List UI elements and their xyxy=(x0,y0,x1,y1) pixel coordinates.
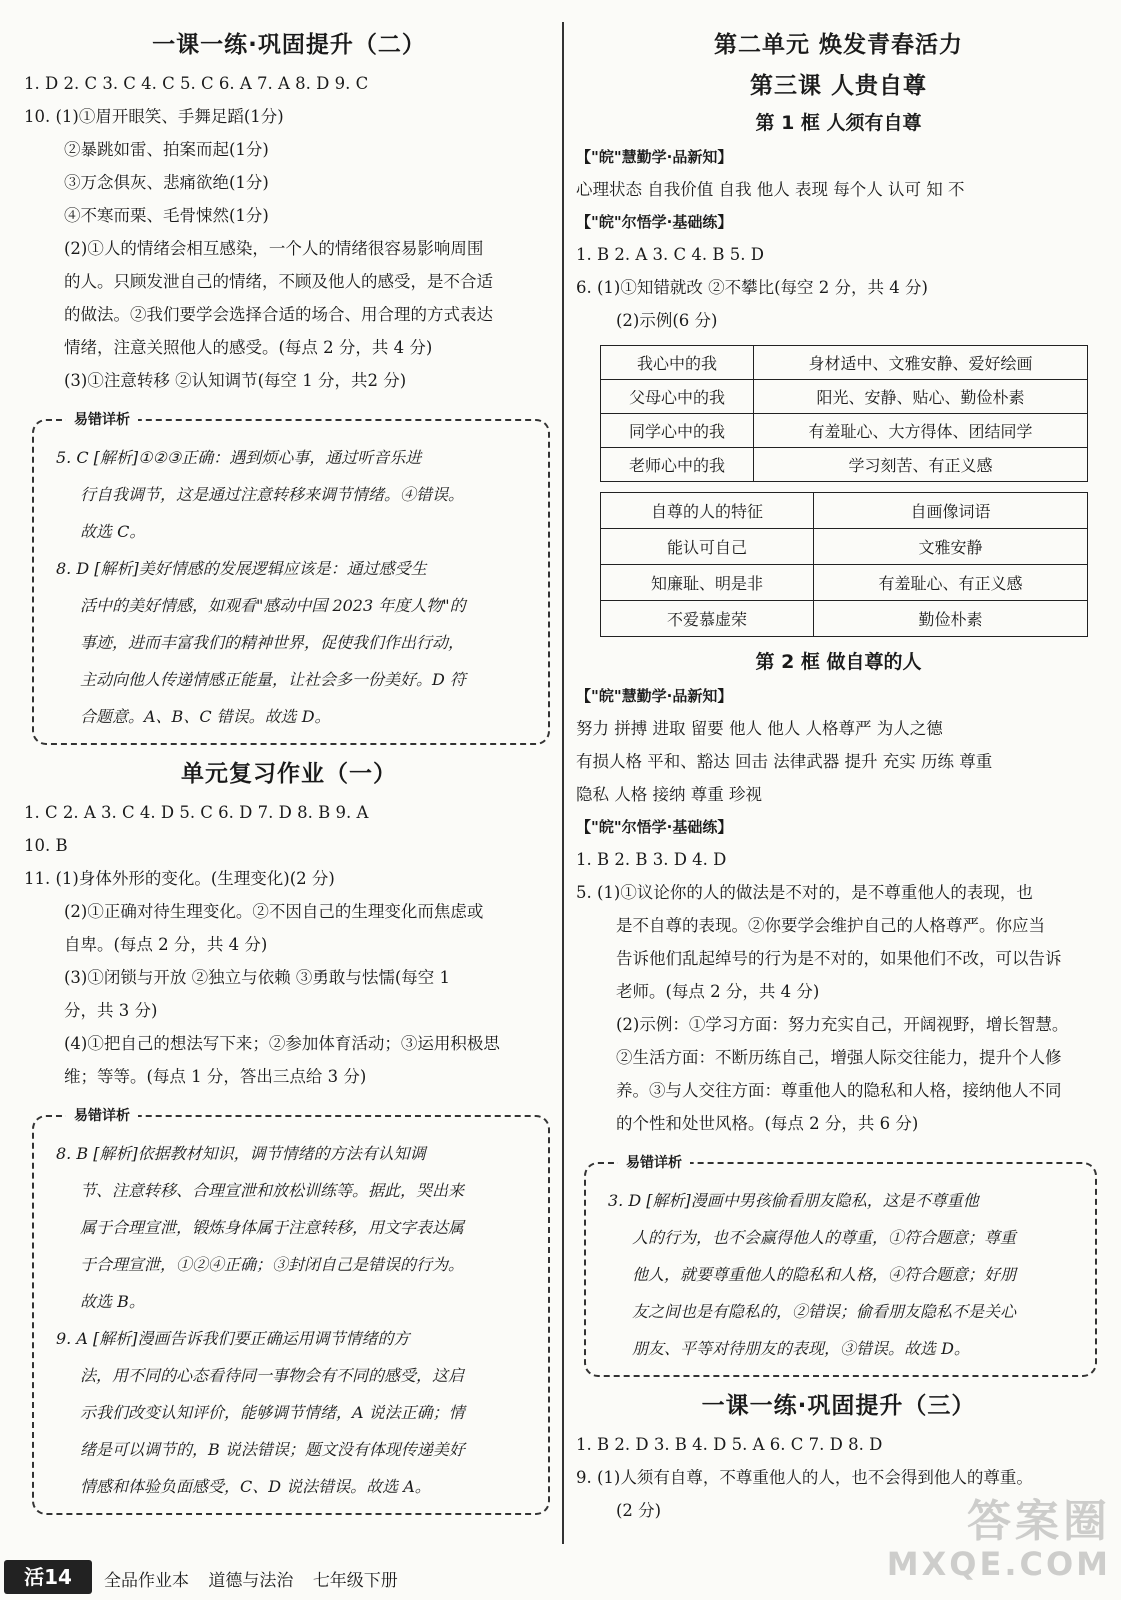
analysis-line: 事迹，进而丰富我们的精神世界，促使我们作出行动， xyxy=(80,633,465,652)
table-cell: 勤俭朴素 xyxy=(814,601,1088,637)
analysis-line: 朋友、平等对待朋友的表现，③错误。故选 D。 xyxy=(632,1339,970,1358)
section-title: 一课一练·巩固提升（三） xyxy=(701,1393,976,1419)
analysis-line: 故选 C。 xyxy=(80,522,146,541)
subject-name: 道德与法治 xyxy=(208,1571,294,1591)
analysis-line: 于合理宣泄，①②④正确；③封闭自己是错误的行为。 xyxy=(80,1255,465,1274)
answer-line: 1. C 2. A 3. C 4. D 5. C 6. D 7. D 8. B 9. A xyxy=(24,803,369,822)
self-respect-traits-table xyxy=(600,492,1088,637)
answer-line: (3)①注意转移 ②认知调节(每空 1 分，共2 分) xyxy=(64,371,407,390)
table-cell: 知廉耻、明是非 xyxy=(601,565,814,601)
table-cell: 父母心中的我 xyxy=(601,380,754,414)
answer-line: 的人。只顾发泄自己的情绪，不顾及他人的感受，是不合适 xyxy=(64,272,493,291)
answer-line: 11. (1)身体外形的变化。(生理变化)(2 分) xyxy=(24,869,335,888)
section-tag: 【"皖"慧勤学·品新知】 xyxy=(576,687,733,705)
section-title: 单元复习作业（一） xyxy=(181,761,397,787)
answer-line: 自卑。(每点 2 分，共 4 分) xyxy=(64,935,268,954)
table-row xyxy=(601,380,1088,414)
table-row xyxy=(601,346,1088,380)
answer-line: 1. B 2. A 3. C 4. B 5. D xyxy=(576,245,764,264)
answer-line: 有损人格 平和、豁达 回击 法律武器 提升 充实 历练 尊重 xyxy=(576,752,993,771)
table-row xyxy=(601,414,1088,448)
table-row xyxy=(601,493,1088,529)
table-cell: 我心中的我 xyxy=(601,346,754,380)
analysis-line: 情感和体验负面感受，C、D 说法错误。故选 A。 xyxy=(80,1477,431,1496)
lesson-title: 第三课 人贵自尊 xyxy=(749,73,927,99)
analysis-line: 3. D [解析]漫画中男孩偷看朋友隐私，这是不尊重他 xyxy=(608,1191,979,1210)
table-cell: 同学心中的我 xyxy=(601,414,754,448)
left-column xyxy=(24,22,554,1525)
table-row xyxy=(601,565,1088,601)
answer-line: 告诉他们乱起绰号的行为是不对的，如果他们不改，可以告诉 xyxy=(616,949,1062,968)
analysis-line: 他人，就要尊重他人的隐私和人格，④符合题意；好朋 xyxy=(632,1265,1017,1284)
table-cell: 文雅安静 xyxy=(814,529,1088,565)
table-cell: 身材适中、文雅安静、爱好绘画 xyxy=(754,346,1088,380)
analysis-line: 活中的美好情感，如观看"感动中国 2023 年度人物"的 xyxy=(80,596,466,615)
answer-line: (2)示例(6 分) xyxy=(616,311,718,330)
answer-line: ④不寒而栗、毛骨悚然(1分) xyxy=(64,206,269,225)
table-cell: 有羞耻心、大方得体、团结同学 xyxy=(754,414,1088,448)
page-footer xyxy=(0,1560,1121,1600)
answer-line: 分，共 3 分) xyxy=(64,1001,158,1020)
analysis-line: 故选 B。 xyxy=(80,1292,145,1311)
analysis-line: 友之间也是有隐私的，②错误；偷看朋友隐私不是关心 xyxy=(632,1302,1017,1321)
table-header-cell: 自尊的人的特征 xyxy=(601,493,814,529)
error-analysis-box xyxy=(32,1108,550,1515)
watermark-text: 答案圈 xyxy=(967,1496,1111,1547)
analysis-line: 示我们改变认知评价，能够调节情绪，A 说法正确；情 xyxy=(80,1403,465,1422)
table-cell: 阳光、安静、贴心、勤俭朴素 xyxy=(754,380,1088,414)
section-tag: 【"皖"尔悟学·基础练】 xyxy=(576,818,733,836)
analysis-line: 合题意。A、B、C 错误。故选 D。 xyxy=(80,707,331,726)
answer-line: 6. (1)①知错就改 ②不攀比(每空 2 分，共 4 分) xyxy=(576,278,928,297)
analysis-line: 5. C [解析]①②③正确：遇到烦心事，通过听音乐进 xyxy=(56,448,422,467)
answer-line: 的做法。②我们要学会选择合适的场合、用合理的方式表达 xyxy=(64,305,493,324)
frame-title: 第 1 框 人须有自尊 xyxy=(755,112,922,134)
footer-info xyxy=(104,1566,412,1591)
answer-line: ③万念俱灰、悲痛欲绝(1分) xyxy=(64,173,269,192)
answer-line: (2 分) xyxy=(616,1501,662,1520)
answer-line: (2)①正确对待生理变化。②不因自己的生理变化而焦虑或 xyxy=(64,902,484,921)
answer-line: (4)①把自己的想法写下来；②参加体育活动；③运用积极思 xyxy=(64,1034,500,1053)
error-analysis-box xyxy=(584,1155,1097,1377)
table-cell: 学习刻苦、有正义感 xyxy=(754,448,1088,482)
right-column xyxy=(576,22,1101,1527)
section-title: 一课一练·巩固提升（二） xyxy=(152,32,426,58)
unit-title: 第二单元 焕发青春活力 xyxy=(713,32,963,58)
answer-line: 1. B 2. D 3. B 4. D 5. A 6. C 7. D 8. D xyxy=(576,1435,883,1454)
page-number-badge: 活14 xyxy=(4,1560,92,1594)
table-cell: 有羞耻心、有正义感 xyxy=(814,565,1088,601)
answer-line: 老师。(每点 2 分，共 4 分) xyxy=(616,982,820,1001)
box-label: 易错详析 xyxy=(66,1105,138,1125)
answer-line: 养。③与人交往方面：尊重他人的隐私和人格，接纳他人不同 xyxy=(616,1081,1062,1100)
table-row xyxy=(601,529,1088,565)
section-tag: 【"皖"尔悟学·基础练】 xyxy=(576,213,733,231)
answer-line: 努力 拼搏 进取 留要 他人 他人 人格尊严 为人之德 xyxy=(576,719,943,738)
analysis-line: 绪是可以调节的，B 说法错误；题文没有体现传递美好 xyxy=(80,1440,465,1459)
table-row xyxy=(601,448,1088,482)
error-analysis-box xyxy=(32,412,550,745)
answer-line: 1. D 2. C 3. C 4. C 5. C 6. A 7. A 8. D 9. C xyxy=(24,74,369,93)
analysis-line: 行自我调节，这是通过注意转移来调节情绪。④错误。 xyxy=(80,485,465,504)
analysis-line: 法，用不同的心态看待同一事物会有不同的感受，这启 xyxy=(80,1366,465,1385)
table-cell: 能认可自己 xyxy=(601,529,814,565)
analysis-line: 人的行为，也不会赢得他人的尊重，①符合题意；尊重 xyxy=(632,1228,1017,1247)
book-name: 全品作业本 xyxy=(104,1571,189,1591)
answer-line: (3)①闭锁与开放 ②独立与依赖 ③勇敢与怯懦(每空 1 xyxy=(64,968,451,987)
answer-line: (2)示例：①学习方面：努力充实自己，开阔视野，增长智慧。 xyxy=(616,1015,1069,1034)
answer-line: 9. (1)人须有自尊，不尊重他人的人，也不会得到他人的尊重。 xyxy=(576,1468,1033,1487)
analysis-line: 8. B [解析]依据教材知识，调节情绪的方法有认知调 xyxy=(56,1144,426,1163)
analysis-line: 节、注意转移、合理宣泄和放松训练等。据此，哭出来 xyxy=(80,1181,465,1200)
watermark-url: MXQE.COM xyxy=(886,1545,1111,1583)
self-image-table xyxy=(600,345,1088,482)
answer-line: ②生活方面：不断历练自己，增强人际交往能力，提升个人修 xyxy=(616,1048,1062,1067)
box-label: 易错详析 xyxy=(66,409,138,429)
answer-line: 10. (1)①眉开眼笑、手舞足蹈(1分) xyxy=(24,107,284,126)
table-cell: 老师心中的我 xyxy=(601,448,754,482)
section-tag: 【"皖"慧勤学·品新知】 xyxy=(576,148,733,166)
analysis-line: 9. A [解析]漫画告诉我们要正确运用调节情绪的方 xyxy=(56,1329,410,1348)
answer-line: 10. B xyxy=(24,836,68,855)
answer-line: 隐私 人格 接纳 尊重 珍视 xyxy=(576,785,762,804)
answer-line: 5. (1)①议论你的人的做法是不对的，是不尊重他人的表现，也 xyxy=(576,883,1033,902)
answer-line: 的个性和处世风格。(每点 2 分，共 6 分) xyxy=(616,1114,919,1133)
table-cell: 不爱慕虚荣 xyxy=(601,601,814,637)
column-divider xyxy=(562,22,564,1544)
box-label: 易错详析 xyxy=(618,1152,690,1172)
answer-line: 1. B 2. B 3. D 4. D xyxy=(576,850,727,869)
answer-line: ②暴跳如雷、拍案而起(1分) xyxy=(64,140,269,159)
answer-line: (2)①人的情绪会相互感染，一个人的情绪很容易影响周围 xyxy=(64,239,484,258)
answer-line: 维；等等。(每点 1 分，答出三点给 3 分) xyxy=(64,1067,367,1086)
frame-title: 第 2 框 做自尊的人 xyxy=(755,651,922,673)
answer-line: 是不自尊的表现。②你要学会维护自己的人格尊严。你应当 xyxy=(616,916,1045,935)
table-row xyxy=(601,601,1088,637)
analysis-line: 属于合理宣泄，锻炼身体属于注意转移，用文字表达属 xyxy=(80,1218,465,1237)
analysis-line: 主动向他人传递情感正能量，让社会多一份美好。D 符 xyxy=(80,670,466,689)
answer-line: 心理状态 自我价值 自我 他人 表现 每个人 认可 知 不 xyxy=(576,180,965,199)
table-header-cell: 自画像词语 xyxy=(814,493,1088,529)
analysis-line: 8. D [解析]美好情感的发展逻辑应该是：通过感受生 xyxy=(56,559,427,578)
answer-line: 情绪，注意关照他人的感受。(每点 2 分，共 4 分) xyxy=(64,338,433,357)
grade-name: 七年级下册 xyxy=(312,1571,398,1591)
